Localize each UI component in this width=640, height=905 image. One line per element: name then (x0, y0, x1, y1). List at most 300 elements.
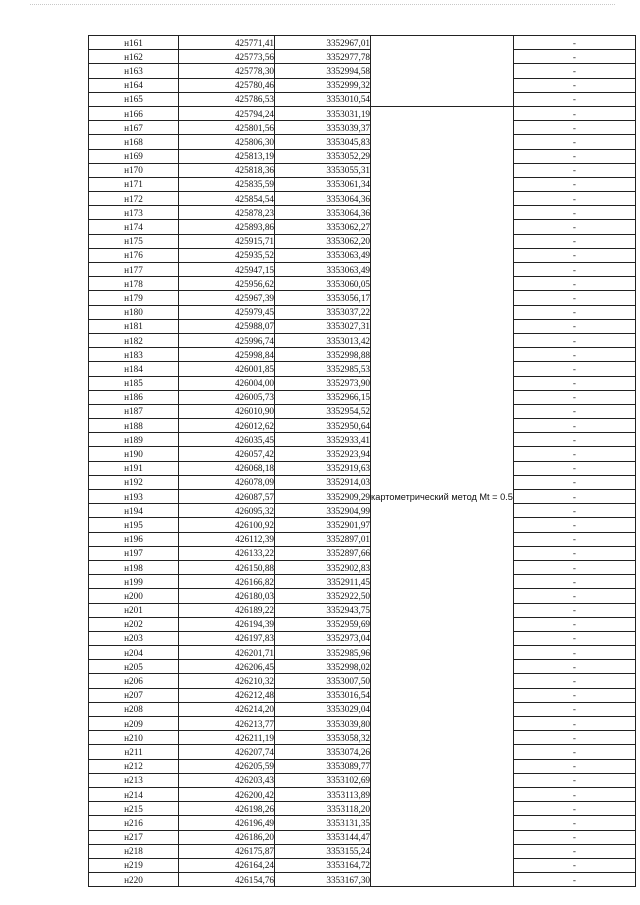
point-name-cell: н192 (89, 475, 179, 489)
point-name-cell: н216 (89, 816, 179, 830)
note-cell: - (513, 603, 635, 617)
point-name-cell: н179 (89, 291, 179, 305)
table-row (89, 192, 636, 206)
y-coordinate-cell: 3352914,03 (275, 475, 371, 489)
y-coordinate-cell: 3353113,89 (275, 787, 371, 801)
x-coordinate-cell: 426180,03 (179, 589, 275, 603)
y-coordinate-cell: 3353058,32 (275, 731, 371, 745)
x-coordinate-cell: 426001,85 (179, 362, 275, 376)
note-cell: - (513, 333, 635, 347)
note-cell: - (513, 858, 635, 872)
y-coordinate-cell: 3352966,15 (275, 390, 371, 404)
table-row (89, 490, 636, 504)
x-coordinate-cell: 426010,90 (179, 404, 275, 418)
table-row (89, 646, 636, 660)
note-cell: - (513, 518, 635, 532)
y-coordinate-cell: 3353063,49 (275, 248, 371, 262)
y-coordinate-cell: 3353167,30 (275, 873, 371, 887)
x-coordinate-cell: 426012,62 (179, 419, 275, 433)
y-coordinate-cell: 3352994,58 (275, 64, 371, 78)
y-coordinate-cell: 3353037,22 (275, 305, 371, 319)
note-cell: - (513, 660, 635, 674)
table-row (89, 362, 636, 376)
y-coordinate-cell: 3353074,26 (275, 745, 371, 759)
x-coordinate-cell: 426196,49 (179, 816, 275, 830)
point-name-cell: н201 (89, 603, 179, 617)
note-cell: - (513, 36, 635, 50)
table-row (89, 702, 636, 716)
y-coordinate-cell: 3352985,96 (275, 646, 371, 660)
x-coordinate-cell: 425813,19 (179, 149, 275, 163)
x-coordinate-cell: 426211,19 (179, 731, 275, 745)
x-coordinate-cell: 426213,77 (179, 717, 275, 731)
note-cell: - (513, 192, 635, 206)
point-name-cell: н186 (89, 390, 179, 404)
y-coordinate-cell: 3352922,50 (275, 589, 371, 603)
note-cell: - (513, 234, 635, 248)
y-coordinate-cell: 3352967,01 (275, 36, 371, 50)
point-name-cell: н161 (89, 36, 179, 50)
y-coordinate-cell: 3353118,20 (275, 802, 371, 816)
table-row (89, 787, 636, 801)
table-row (89, 121, 636, 135)
table-row (89, 305, 636, 319)
method-cell: картометрический метод Mt = 0.5 (371, 106, 514, 886)
note-cell: - (513, 575, 635, 589)
point-name-cell: н195 (89, 518, 179, 532)
note-cell: - (513, 745, 635, 759)
table-row (89, 36, 636, 50)
x-coordinate-cell: 426005,73 (179, 390, 275, 404)
note-cell: - (513, 773, 635, 787)
point-name-cell: н220 (89, 873, 179, 887)
point-name-cell: н187 (89, 404, 179, 418)
note-cell: - (513, 206, 635, 220)
y-coordinate-cell: 3352897,66 (275, 546, 371, 560)
point-name-cell: н200 (89, 589, 179, 603)
y-coordinate-cell: 3352950,64 (275, 419, 371, 433)
y-coordinate-cell: 3352909,29 (275, 490, 371, 504)
x-coordinate-cell: 425780,46 (179, 78, 275, 92)
x-coordinate-cell: 426057,42 (179, 447, 275, 461)
x-coordinate-cell: 425778,30 (179, 64, 275, 78)
x-coordinate-cell: 426166,82 (179, 575, 275, 589)
coordinates-table-body (89, 36, 636, 887)
point-name-cell: н213 (89, 773, 179, 787)
note-cell: - (513, 390, 635, 404)
point-name-cell: н211 (89, 745, 179, 759)
y-coordinate-cell: 3352902,83 (275, 560, 371, 574)
point-name-cell: н219 (89, 858, 179, 872)
y-coordinate-cell: 3353007,50 (275, 674, 371, 688)
x-coordinate-cell: 425956,62 (179, 277, 275, 291)
table-row (89, 92, 636, 106)
note-cell: - (513, 277, 635, 291)
note-cell: - (513, 149, 635, 163)
x-coordinate-cell: 426035,45 (179, 433, 275, 447)
table-row (89, 773, 636, 787)
x-coordinate-cell: 425996,74 (179, 333, 275, 347)
point-name-cell: н217 (89, 830, 179, 844)
point-name-cell: н189 (89, 433, 179, 447)
x-coordinate-cell: 426207,74 (179, 745, 275, 759)
note-cell: - (513, 532, 635, 546)
point-name-cell: н172 (89, 192, 179, 206)
y-coordinate-cell: 3352897,01 (275, 532, 371, 546)
x-coordinate-cell: 426197,83 (179, 631, 275, 645)
note-cell: - (513, 291, 635, 305)
y-coordinate-cell: 3353056,17 (275, 291, 371, 305)
y-coordinate-cell: 3352901,97 (275, 518, 371, 532)
y-coordinate-cell: 3353164,72 (275, 858, 371, 872)
note-cell: - (513, 305, 635, 319)
point-name-cell: н199 (89, 575, 179, 589)
point-name-cell: н197 (89, 546, 179, 560)
y-coordinate-cell: 3353016,54 (275, 688, 371, 702)
table-row (89, 163, 636, 177)
note-cell: - (513, 419, 635, 433)
table-row (89, 135, 636, 149)
scan-artifact-line (30, 4, 615, 13)
table-row (89, 149, 636, 163)
x-coordinate-cell: 425854,54 (179, 192, 275, 206)
point-name-cell: н173 (89, 206, 179, 220)
point-name-cell: н212 (89, 759, 179, 773)
x-coordinate-cell: 426112,39 (179, 532, 275, 546)
x-coordinate-cell: 425835,59 (179, 177, 275, 191)
table-row (89, 546, 636, 560)
point-name-cell: н188 (89, 419, 179, 433)
note-cell: - (513, 674, 635, 688)
table-row (89, 475, 636, 489)
point-name-cell: н168 (89, 135, 179, 149)
y-coordinate-cell: 3353029,04 (275, 702, 371, 716)
point-name-cell: н182 (89, 333, 179, 347)
y-coordinate-cell: 3353063,49 (275, 263, 371, 277)
y-coordinate-cell: 3353155,24 (275, 844, 371, 858)
x-coordinate-cell: 425806,30 (179, 135, 275, 149)
x-coordinate-cell: 425998,84 (179, 348, 275, 362)
y-coordinate-cell: 3352985,53 (275, 362, 371, 376)
x-coordinate-cell: 425947,15 (179, 263, 275, 277)
table-row (89, 78, 636, 92)
y-coordinate-cell: 3353064,36 (275, 192, 371, 206)
table-row (89, 333, 636, 347)
y-coordinate-cell: 3352973,90 (275, 376, 371, 390)
note-cell: - (513, 263, 635, 277)
point-name-cell: н206 (89, 674, 179, 688)
table-row (89, 447, 636, 461)
point-name-cell: н164 (89, 78, 179, 92)
coordinates-table (88, 35, 636, 887)
note-cell: - (513, 461, 635, 475)
table-row (89, 504, 636, 518)
x-coordinate-cell: 425967,39 (179, 291, 275, 305)
table-row (89, 532, 636, 546)
note-cell: - (513, 546, 635, 560)
x-coordinate-cell: 426206,45 (179, 660, 275, 674)
note-cell: - (513, 177, 635, 191)
point-name-cell: н203 (89, 631, 179, 645)
note-cell: - (513, 50, 635, 64)
y-coordinate-cell: 3353052,29 (275, 149, 371, 163)
y-coordinate-cell: 3353013,42 (275, 333, 371, 347)
table-row (89, 759, 636, 773)
note-cell: - (513, 319, 635, 333)
note-cell: - (513, 731, 635, 745)
point-name-cell: н209 (89, 717, 179, 731)
point-name-cell: н204 (89, 646, 179, 660)
x-coordinate-cell: 426004,00 (179, 376, 275, 390)
x-coordinate-cell: 425786,53 (179, 92, 275, 106)
x-coordinate-cell: 425893,86 (179, 220, 275, 234)
point-name-cell: н178 (89, 277, 179, 291)
table-row (89, 873, 636, 887)
note-cell: - (513, 702, 635, 716)
point-name-cell: н174 (89, 220, 179, 234)
y-coordinate-cell: 3352973,04 (275, 631, 371, 645)
x-coordinate-cell: 426175,87 (179, 844, 275, 858)
note-cell: - (513, 844, 635, 858)
table-row (89, 277, 636, 291)
point-name-cell: н167 (89, 121, 179, 135)
y-coordinate-cell: 3353010,54 (275, 92, 371, 106)
point-name-cell: н184 (89, 362, 179, 376)
y-coordinate-cell: 3352999,32 (275, 78, 371, 92)
x-coordinate-cell: 426198,26 (179, 802, 275, 816)
table-row (89, 50, 636, 64)
method-cell-empty (371, 36, 514, 107)
y-coordinate-cell: 3353055,31 (275, 163, 371, 177)
point-name-cell: н183 (89, 348, 179, 362)
y-coordinate-cell: 3352923,94 (275, 447, 371, 461)
note-cell: - (513, 475, 635, 489)
x-coordinate-cell: 425801,56 (179, 121, 275, 135)
table-row (89, 177, 636, 191)
table-row (89, 830, 636, 844)
table-row (89, 319, 636, 333)
y-coordinate-cell: 3352933,41 (275, 433, 371, 447)
x-coordinate-cell: 425915,71 (179, 234, 275, 248)
note-cell: - (513, 717, 635, 731)
table-row (89, 64, 636, 78)
x-coordinate-cell: 426133,22 (179, 546, 275, 560)
point-name-cell: н214 (89, 787, 179, 801)
table-row (89, 717, 636, 731)
y-coordinate-cell: 3353060,05 (275, 277, 371, 291)
table-row (89, 745, 636, 759)
note-cell: - (513, 64, 635, 78)
table-row (89, 106, 636, 120)
x-coordinate-cell: 426150,88 (179, 560, 275, 574)
x-coordinate-cell: 426068,18 (179, 461, 275, 475)
table-row (89, 461, 636, 475)
x-coordinate-cell: 426186,20 (179, 830, 275, 844)
note-cell: - (513, 802, 635, 816)
note-cell: - (513, 376, 635, 390)
point-name-cell: н171 (89, 177, 179, 191)
x-coordinate-cell: 425935,52 (179, 248, 275, 262)
note-cell: - (513, 560, 635, 574)
x-coordinate-cell: 426201,71 (179, 646, 275, 660)
x-coordinate-cell: 426100,92 (179, 518, 275, 532)
note-cell: - (513, 163, 635, 177)
note-cell: - (513, 688, 635, 702)
table-row (89, 731, 636, 745)
table-row (89, 518, 636, 532)
point-name-cell: н210 (89, 731, 179, 745)
table-row (89, 802, 636, 816)
y-coordinate-cell: 3352998,02 (275, 660, 371, 674)
table-row (89, 390, 636, 404)
y-coordinate-cell: 3353064,36 (275, 206, 371, 220)
table-row (89, 263, 636, 277)
y-coordinate-cell: 3353062,20 (275, 234, 371, 248)
point-name-cell: н166 (89, 106, 179, 120)
point-name-cell: н205 (89, 660, 179, 674)
table-row (89, 589, 636, 603)
table-row (89, 234, 636, 248)
x-coordinate-cell: 425771,41 (179, 36, 275, 50)
x-coordinate-cell: 426210,32 (179, 674, 275, 688)
x-coordinate-cell: 425979,45 (179, 305, 275, 319)
y-coordinate-cell: 3352977,78 (275, 50, 371, 64)
note-cell: - (513, 873, 635, 887)
point-name-cell: н215 (89, 802, 179, 816)
x-coordinate-cell: 425988,07 (179, 319, 275, 333)
point-name-cell: н196 (89, 532, 179, 546)
point-name-cell: н181 (89, 319, 179, 333)
x-coordinate-cell: 426087,57 (179, 490, 275, 504)
note-cell: - (513, 830, 635, 844)
table-row (89, 248, 636, 262)
point-name-cell: н176 (89, 248, 179, 262)
table-row (89, 206, 636, 220)
table-row (89, 674, 636, 688)
point-name-cell: н218 (89, 844, 179, 858)
x-coordinate-cell: 426194,39 (179, 617, 275, 631)
x-coordinate-cell: 426203,43 (179, 773, 275, 787)
x-coordinate-cell: 426189,22 (179, 603, 275, 617)
x-coordinate-cell: 426212,48 (179, 688, 275, 702)
y-coordinate-cell: 3353027,31 (275, 319, 371, 333)
table-row (89, 844, 636, 858)
note-cell: - (513, 92, 635, 106)
point-name-cell: н163 (89, 64, 179, 78)
table-row (89, 617, 636, 631)
y-coordinate-cell: 3352954,52 (275, 404, 371, 418)
note-cell: - (513, 447, 635, 461)
y-coordinate-cell: 3353039,37 (275, 121, 371, 135)
point-name-cell: н194 (89, 504, 179, 518)
point-name-cell: н190 (89, 447, 179, 461)
point-name-cell: н198 (89, 560, 179, 574)
x-coordinate-cell: 426214,20 (179, 702, 275, 716)
note-cell: - (513, 759, 635, 773)
y-coordinate-cell: 3353131,35 (275, 816, 371, 830)
note-cell: - (513, 617, 635, 631)
table-row (89, 348, 636, 362)
note-cell: - (513, 135, 635, 149)
note-cell: - (513, 631, 635, 645)
point-name-cell: н207 (89, 688, 179, 702)
y-coordinate-cell: 3352911,45 (275, 575, 371, 589)
x-coordinate-cell: 426154,76 (179, 873, 275, 887)
note-cell: - (513, 348, 635, 362)
x-coordinate-cell: 426200,42 (179, 787, 275, 801)
y-coordinate-cell: 3352943,75 (275, 603, 371, 617)
point-name-cell: н169 (89, 149, 179, 163)
note-cell: - (513, 816, 635, 830)
table-row (89, 631, 636, 645)
note-cell: - (513, 646, 635, 660)
y-coordinate-cell: 3353039,80 (275, 717, 371, 731)
table-row (89, 433, 636, 447)
y-coordinate-cell: 3353031,19 (275, 106, 371, 120)
y-coordinate-cell: 3352998,88 (275, 348, 371, 362)
note-cell: - (513, 589, 635, 603)
table-row (89, 404, 636, 418)
point-name-cell: н180 (89, 305, 179, 319)
y-coordinate-cell: 3352959,69 (275, 617, 371, 631)
point-name-cell: н165 (89, 92, 179, 106)
y-coordinate-cell: 3352919,63 (275, 461, 371, 475)
note-cell: - (513, 787, 635, 801)
table-row (89, 376, 636, 390)
point-name-cell: н175 (89, 234, 179, 248)
point-name-cell: н193 (89, 490, 179, 504)
note-cell: - (513, 220, 635, 234)
note-cell: - (513, 121, 635, 135)
x-coordinate-cell: 426205,59 (179, 759, 275, 773)
note-cell: - (513, 362, 635, 376)
y-coordinate-cell: 3352904,99 (275, 504, 371, 518)
table-row (89, 816, 636, 830)
table-row (89, 560, 636, 574)
point-name-cell: н170 (89, 163, 179, 177)
point-name-cell: н208 (89, 702, 179, 716)
point-name-cell: н202 (89, 617, 179, 631)
x-coordinate-cell: 425773,56 (179, 50, 275, 64)
table-row (89, 575, 636, 589)
y-coordinate-cell: 3353045,83 (275, 135, 371, 149)
y-coordinate-cell: 3353061,34 (275, 177, 371, 191)
y-coordinate-cell: 3353102,69 (275, 773, 371, 787)
note-cell: - (513, 490, 635, 504)
point-name-cell: н162 (89, 50, 179, 64)
x-coordinate-cell: 426164,24 (179, 858, 275, 872)
y-coordinate-cell: 3353062,27 (275, 220, 371, 234)
x-coordinate-cell: 425878,23 (179, 206, 275, 220)
table-row (89, 858, 636, 872)
table-row (89, 291, 636, 305)
note-cell: - (513, 78, 635, 92)
x-coordinate-cell: 426078,09 (179, 475, 275, 489)
y-coordinate-cell: 3353089,77 (275, 759, 371, 773)
x-coordinate-cell: 425818,36 (179, 163, 275, 177)
table-row (89, 603, 636, 617)
table-row (89, 419, 636, 433)
note-cell: - (513, 504, 635, 518)
point-name-cell: н185 (89, 376, 179, 390)
table-row (89, 220, 636, 234)
point-name-cell: н177 (89, 263, 179, 277)
point-name-cell: н191 (89, 461, 179, 475)
table-row (89, 688, 636, 702)
note-cell: - (513, 248, 635, 262)
y-coordinate-cell: 3353144,47 (275, 830, 371, 844)
note-cell: - (513, 404, 635, 418)
